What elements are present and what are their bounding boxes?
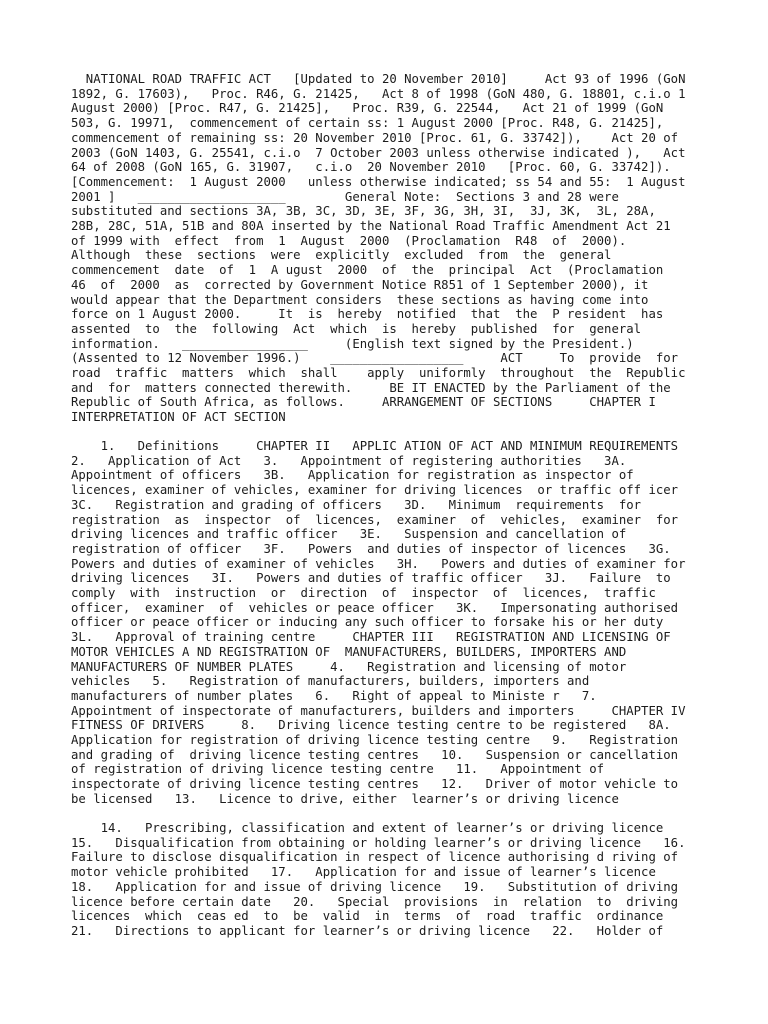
paragraph-act-header: NATIONAL ROAD TRAFFIC ACT [Updated to 20 November 2010] Act 93 of 1996 (GoN 1892, G. 17603), Proc. R46, G. 21425, Act 8 of 1998 (GoN 480, G. 18801, c.i.o 1 August 2000) [Proc. R47, G. 21425], Proc. R39, G. 22544, Act 21 of 1999 (GoN 503, G. 19971, commencement of certain ss: 1 August 2000 [Proc. R48, G. 21425], commencement of remaining ss: 20 November 2010 [Proc. 61, G. 33742]), Act 20 of 2003 (GoN 1403, G. 25541, c.i.o 7 October 2003 unless otherwise indicated ), Act 64 of 2008 (GoN 165, G. 31907, c.i.o 20 November 2010 [Proc. 60, G. 33742]). [Commencement: 1 August 2000 unless otherwise indicated; ss 54 and 55: 1 August 2001 ] ____________________ General Note: Sections 3 and 28 were substituted and sections 3A, 3B, 3C, 3D, 3E, 3F, 3G, 3H, 3I, 3J, 3K, 3L, 28A, 28B, 28C, 51A, 51B and 80A inserted by the National Road Traffic Amendment Act 21 of 1999 with effect from 1 August 2000 (Proclamation R48 of 2000). Although these sections were explicitly excluded from the general commencement date of 1 A ugust 2000 of the principal Act (Proclamation 46 of 2000 as corrected by Government Notice R851 of 1 September 2000), it would appear that the Department considers these sections as having come into force on 1 August 2000. It is hereby notified that the P resident has assented to the following Act which is hereby published for general information. _________________ (English text signed by the President.) (Assented to 12 November 1996.) __________________ ACT To provide for road traffic matters which shall apply uniformly throughout the Republic and for matters connected therewith. BE IT ENACTED by the Parliament of the Republic of South Africa, as follows. ARRANGEMENT OF SECTIONS CHAPTER I INTERPRETATION OF ACT SECTION <box>71 72 686 425</box>
paragraph-sections-chapter-2-4: 1. Definitions CHAPTER II APPLIC ATION OF ACT AND MINIMUM REQUIREMENTS 2. Application of Act 3. Appointment of registering authorities 3A. Appointment of officers 3B. Application for registration as inspector of licences, examiner of vehicles, examiner for driving licences or traffic off icer 3C. Registration and grading of officers 3D. Minimum requirements for registration as inspector of licences, examiner of vehicles, examiner for driving licences and traffic officer 3E. Suspension and cancellation of registration of officer 3F. Powers and duties of inspector of licences 3G. Powers and duties of examiner of vehicles 3H. Powers and duties of examiner for driving licences 3I. Powers and duties of traffic officer 3J. Failure to comply with instruction or direction of inspector of licences, traffic officer, examiner of vehicles or peace officer 3K. Impersonating authorised officer or peace officer or inducing any such officer to forsake his or her duty 3L. Approval of training centre CHAPTER III REGISTRATION AND LICENSING OF MOTOR VEHICLES A ND REGISTRATION OF MANUFACTURERS, BUILDERS, IMPORTERS AND MANUFACTURERS OF NUMBER PLATES 4. Registration and licensing of motor vehicles 5. Registration of manufacturers, builders, importers and manufacturers of number plates 6. Right of appeal to Ministe r 7. Appointment of inspectorate of manufacturers, builders and importers CHAPTER IV FITNESS OF DRIVERS 8. Driving licence testing centre to be registered 8A. Application for registration of driving licence testing centre 9. Registration and grading of driving licence testing centres 10. Suspension or cancellation of registration of driving licence testing centre 11. Appointment of inspectorate of driving licence testing centres 12. Driver of motor vehicle to be licensed 13. Licence to drive, either learner’s or driving licence <box>71 439 686 806</box>
paragraph-sections-14-22: 14. Prescribing, classification and extent of learner’s or driving licence 15. Disqualification from obtaining or holding learner’s or driving licence 16. Failure to disclose disqualification in respect of licence authorising d riving of motor vehicle prohibited 17. Application for and issue of learner’s licence 18. Application for and issue of driving licence 19. Substitution of driving licence before certain date 20. Special provisions in relation to driving licences which ceas ed to be valid in terms of road traffic ordinance 21. Directions to applicant for learner’s or driving licence 22. Holder of <box>71 821 686 938</box>
